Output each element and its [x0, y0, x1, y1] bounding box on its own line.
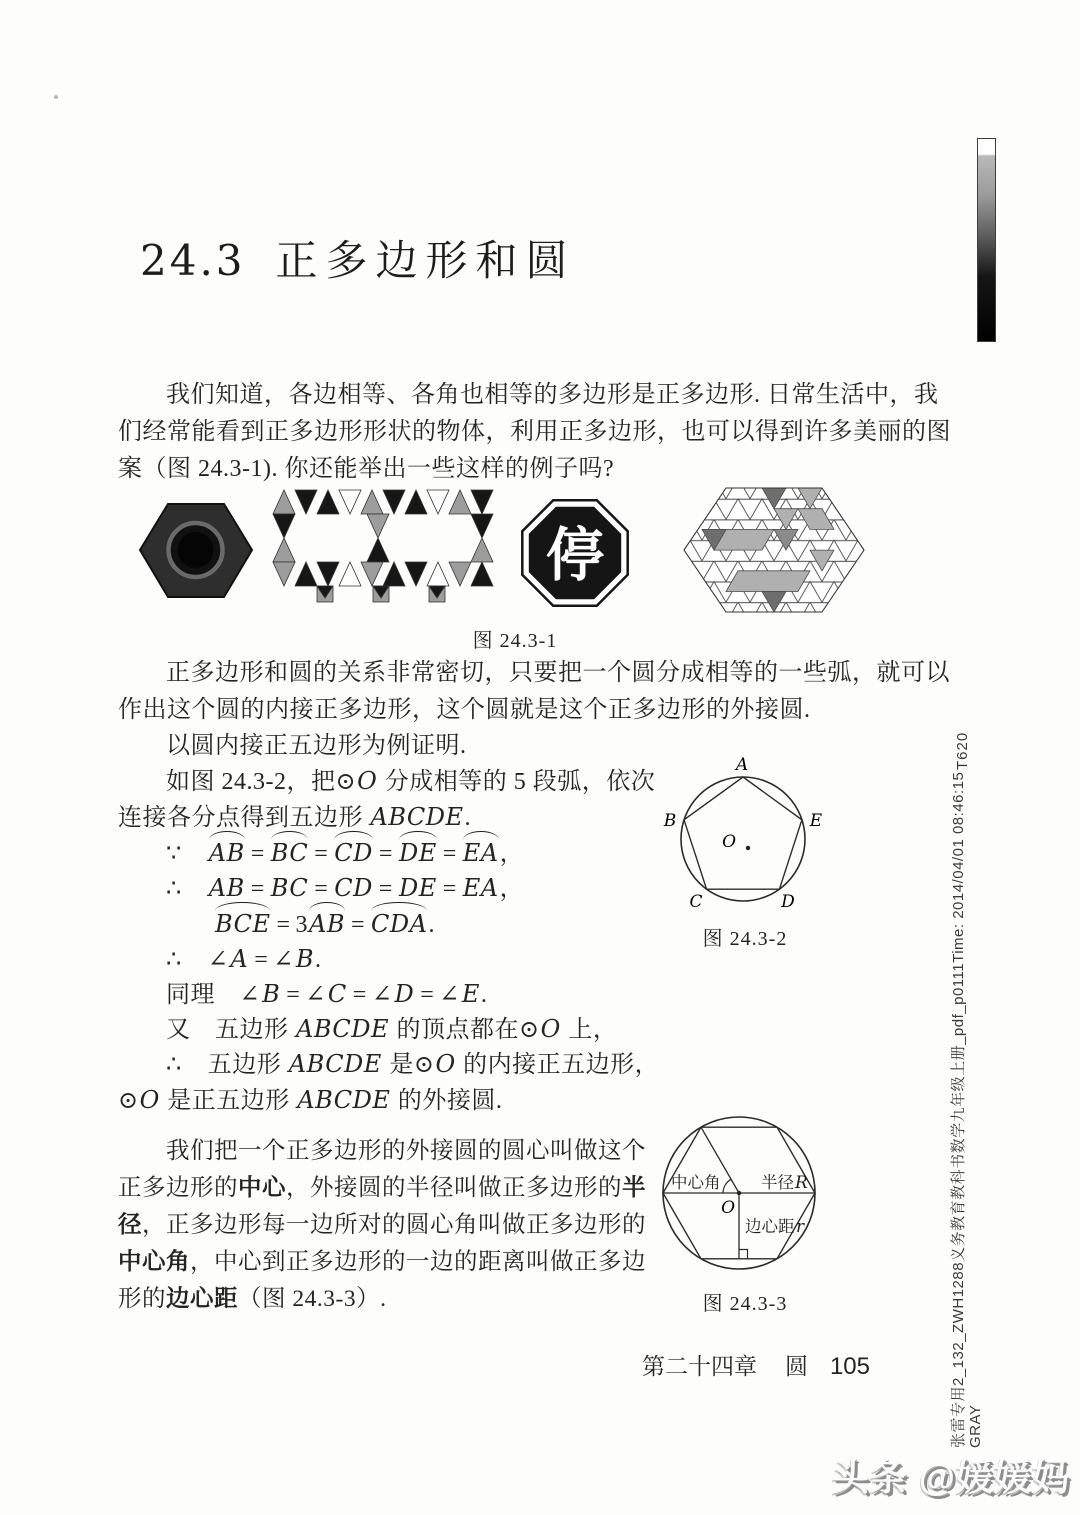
watermark: 头条 @媛媛妈: [831, 1457, 1070, 1498]
label-C: C: [689, 892, 703, 912]
paragraph-4-line-3: 径，正多边形每一边所对的圆心角叫做正多边形的: [118, 1212, 646, 1238]
apothem-variable: r: [796, 1217, 805, 1237]
paragraph-4-line-1: 我们把一个正多边形的外接圆的圆心叫做这个: [166, 1138, 646, 1164]
central-angle-arc: [723, 1179, 731, 1193]
paragraph-1-line-2: 们经常能看到正多边形形状的物体，利用正多边形，也可以得到许多美丽的图: [118, 419, 951, 445]
pentagon-in-circle-figure: [640, 750, 850, 950]
stop-character: 停: [545, 523, 605, 588]
proof-line-2: 连接各分点得到五边形 ABCDE.: [118, 803, 472, 831]
stop-sign-image: [508, 494, 643, 614]
nut-hole: [178, 532, 214, 568]
page-footer: [560, 1348, 870, 1381]
sidebar-gray-label: GRAY: [967, 1404, 984, 1448]
label-A: A: [735, 755, 749, 775]
center-point: [737, 1191, 741, 1195]
label-O: O: [722, 832, 736, 852]
apothem-label: 边心距: [745, 1217, 795, 1236]
figure-2-caption: 图 24.3-2: [702, 928, 788, 950]
sidebar-scan-info: [950, 772, 984, 1448]
paragraph-4-line-2: 正多边形的中心，外接圆的半径叫做正多边形的半: [118, 1175, 646, 1201]
section-number: 24.3: [140, 236, 246, 285]
center-point: [746, 846, 750, 850]
figure-3-caption: 图 24.3-3: [702, 1293, 788, 1315]
hex-nut-image: [138, 498, 254, 604]
paragraph-4-line-5: 形的边心距（图 24.3-3）.: [118, 1286, 387, 1312]
central-angle-label: 中心角: [671, 1173, 721, 1192]
hexagon-in-circle-figure: [655, 1108, 835, 1280]
proof-line-8: 又 五边形 ABCDE 的顶点都在⊙O 上，: [166, 1015, 618, 1043]
right-angle-mark: [739, 1250, 748, 1259]
proof-line-3: ∵ AB = BC = CD = DE = EA，: [166, 839, 525, 867]
triangle-tessellation-image: [678, 478, 870, 623]
footer-chapter: 第二十四章: [641, 1354, 757, 1379]
sidebar-scan-info-line: 张雷专用2_132_ZWH1288义务教育教科书数学九年级上册_pdf_p0111Time: 2014/04/01 08:46:15: [950, 771, 967, 1448]
paragraph-2-line-1: 正多边形和圆的关系非常密切，只要把一个圆分成相等的一些弧，就可以: [166, 660, 950, 686]
label-O: O: [721, 1198, 735, 1218]
label-D: D: [781, 892, 795, 912]
grayscale-calibration-bar: [977, 138, 996, 342]
footer-subject: 圆: [784, 1354, 808, 1379]
proof-line-1: 如图 24.3-2，把⊙O 分成相等的 5 段弧，依次: [166, 767, 656, 795]
paragraph-1-line-1: 我们知道，各边相等、各角也相等的多边形是正多边形. 日常生活中，我: [166, 382, 939, 408]
scan-speck: [54, 95, 58, 99]
proof-line-9: ∴ 五边形 ABCDE 是⊙O 的内接正五边形，: [166, 1050, 660, 1078]
radius-variable: R: [795, 1173, 808, 1193]
figure-1-caption: 图 24.3-1: [472, 630, 558, 652]
proof-line-4: ∴ AB = BC = CD = DE = EA，: [166, 874, 525, 902]
footer-page-number: 105: [829, 1353, 870, 1380]
paragraph-3: 以圆内接正五边形为例证明.: [166, 733, 467, 759]
sidebar-code: T620: [954, 731, 971, 770]
radius-label: 半径: [761, 1173, 794, 1192]
proof-line-10: ⊙O 是正五边形 ABCDE 的外接圆.: [118, 1086, 503, 1114]
proof-line-7: 同理 ∠B = ∠C = ∠D = ∠E.: [166, 980, 488, 1008]
label-B: B: [663, 811, 677, 831]
mosaic-shapes: [273, 490, 493, 602]
mosaic-pattern-image: [268, 486, 503, 621]
section-title: [140, 228, 576, 288]
label-E: E: [809, 811, 823, 831]
section-title-text: 正多边形和圆: [275, 239, 576, 285]
paragraph-2-line-2: 作出这个圆的内接正多边形，这个圆就是这个正多边形的外接圆.: [118, 697, 811, 723]
proof-line-5: BCE = 3AB = CDA.: [215, 910, 435, 938]
paragraph-1-line-3: 案（图 24.3-1). 你还能举出一些这样的例子吗?: [118, 456, 615, 482]
proof-line-6: ∴ ∠A = ∠B.: [166, 945, 322, 973]
paragraph-4-line-4: 中心角，中心到正多边形的一边的距离叫做正多边: [118, 1249, 646, 1275]
circle-O: [681, 777, 805, 901]
